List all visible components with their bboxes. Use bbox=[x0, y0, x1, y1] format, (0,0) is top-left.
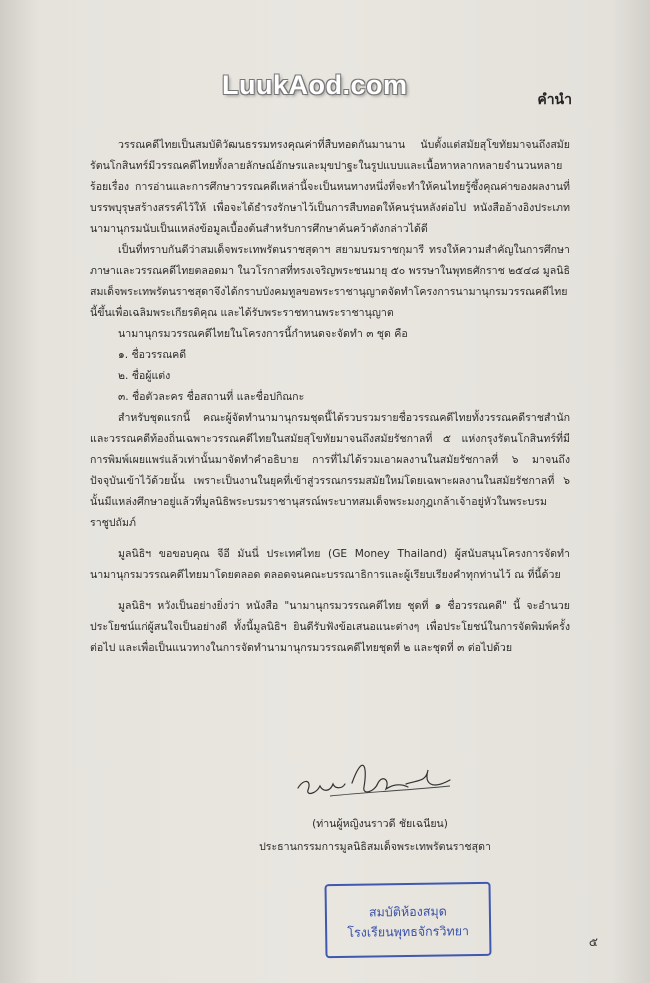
stamp-line-1: สมบัติห้องสมุด bbox=[368, 903, 447, 920]
signatory-title: ประธานกรรมการมูลนิธิสมเด็จพระเทพรัตนราชสุดา bbox=[259, 841, 491, 853]
paragraph-scope: สำหรับชุดแรกนี้ คณะผู้จัดทำนามานุกรมชุดนี้ได้รวบรวมรายชื่อวรรณคดีไทยทั้งวรรณคดีราชสำนักและวรรณคดีท้องถิ่นเฉพาะวรรณคดีไทยในสมัยสุโขทัยมาจนถึงสมัยรัชกาลที่ ๕ แห่งกรุงรัตนโกสินทร์ที่มีการพิมพ์เผยแพร่แล้วเท่านั้นมาจัดทำคำอธิบาย การที่ไม่ได้รวมเอาผลงานในสมัยรัชกาลที่ ๖ มาจนถึงปัจจุบันเข้าไว้ด้วยนั้น เพราะเป็นงานในยุคที่เข้าสู่วรรณกรรมสมัยใหม่โดยเฉพาะผลงานในสมัยรัชกาลที่ ๖ นั้นมีแหล่งศึกษาอยู่แล้วที่มูลนิธิพระบรมราชานุสรณ์พระบาทสมเด็จพระมงกุฎเกล้าเจ้าอยู่หัวในพระบรมราชูปถัมภ์ bbox=[90, 412, 570, 529]
paragraph-intro: วรรณคดีไทยเป็นสมบัติวัฒนธรรมทรงคุณค่าที่สืบทอดกันมานาน นับตั้งแต่สมัยสุโขทัยมาจนถึงสมัยรัตนโกสินทร์มีวรรณคดีไทยทั้งลายลักษณ์อักษรและมุขปาฐะในรูปแบบและเนื้อหาหลากหลายจำนวนหลายร้อยเรื่อง การอ่านและการศึกษาวรรณคดีเหล่านี้จะเป็นหนทางหนึ่งที่จะทำให้คนไทยรู้ซึ้งคุณค่าของผลงานที่บรรพบุรุษสร้างสรรค์ไว้ให้ เพื่อจะได้ธำรงรักษาไว้เป็นการสืบทอดให้คนรุ่นหลังต่อไป หนังสืออ้างอิงประเภทนามานุกรมนับเป็นแหล่งข้อมูลเบื้องต้นสำหรับการศึกษาค้นคว้าดังกล่าวได้ดี bbox=[90, 139, 570, 235]
paragraph-thanks: มูลนิธิฯ ขอขอบคุณ จีอี มันนี่ ประเทศไทย (GE Money Thailand) ผู้สนับสนุนโครงการจัดทำนามานุกรมวรรณคดีไทยมาโดยตลอด ตลอดจนคณะบรรณาธิการและผู้เรียบเรียงคำทุกท่านไว้ ณ ที่นี้ด้วย bbox=[90, 548, 570, 581]
list-item-2: ๒. ชื่อผู้แต่ง bbox=[118, 370, 171, 382]
foreword-body bbox=[90, 135, 570, 659]
page-number: ๕ bbox=[588, 935, 598, 949]
stamp-line-2: โรงเรียนพุทธจักรวิทยา bbox=[347, 923, 470, 940]
paragraph-closing: มูลนิธิฯ หวังเป็นอย่างยิ่งว่า หนังสือ "นามานุกรมวรรณคดีไทย ชุดที่ ๑ ชื่อวรรณคดี" นี้ จะอำนวยประโยชน์แก่ผู้สนใจเป็นอย่างดี ทั้งนี้มูลนิธิฯ ยินดีรับฟังข้อเสนอแนะต่างๆ เพื่อประโยชน์ในการจัดพิมพ์ครั้งต่อไป และเพื่อเป็นแนวทางในการจัดทำนามานุกรมวรรณคดีไทยชุดที่ ๒ และชุดที่ ๓ ต่อไปด้วย bbox=[90, 600, 570, 654]
paragraph-background: เป็นที่ทราบกันดีว่าสมเด็จพระเทพรัตนราชสุดาฯ สยามบรมราชกุมารี ทรงให้ความสำคัญในการศึกษาภาษาและวรรณคดีไทยตลอดมา ในวโรกาสที่ทรงเจริญพระชนมายุ ๕๐ พรรษาในพุทธศักราช ๒๕๔๘ มูลนิธิสมเด็จพระเทพรัตนราชสุดาจึงได้กราบบังคมทูลขอพระราชานุญาตจัดทำโครงการนามานุกรมวรรณคดีไทยนี้ขึ้นเพื่อเฉลิมพระเกียรติคุณ และได้รับพระราชทานพระราชานุญาต bbox=[90, 244, 570, 319]
site-watermark: LuukAod.com bbox=[222, 70, 408, 100]
paragraph-series: นามานุกรมวรรณคดีไทยในโครงการนี้กำหนดจะจัดทำ ๓ ชุด คือ bbox=[118, 328, 408, 340]
list-item-1: ๑. ชื่อวรรณคดี bbox=[118, 349, 187, 361]
library-stamp bbox=[324, 882, 491, 958]
signatory-name: (ท่านผู้หญิงนราวดี ชัยเฉนียน) bbox=[312, 818, 448, 830]
list-item-3: ๓. ชื่อตัวละคร ชื่อสถานที่ และชื่อปกิณกะ bbox=[118, 391, 305, 403]
page-heading: คำนำ bbox=[537, 92, 572, 108]
handwritten-signature bbox=[290, 758, 470, 803]
